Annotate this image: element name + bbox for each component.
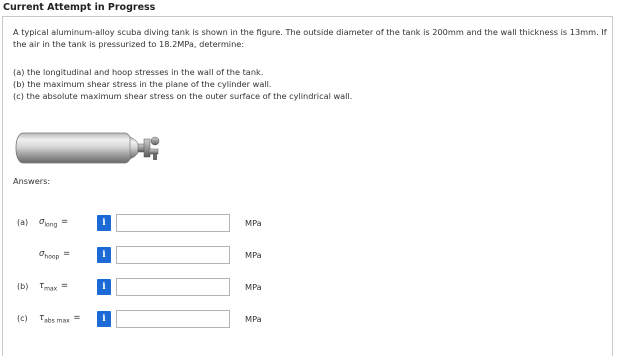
- tau-abs-max-input[interactable]: [116, 310, 230, 328]
- answer-row-sigma-hoop: [3, 245, 614, 267]
- question-panel: [2, 16, 613, 356]
- sigma-hoop-symbol: $\sigma_{hoop}$ =: [39, 249, 71, 261]
- answer-row-tau-max: [3, 277, 614, 299]
- unit-label: MPa: [245, 282, 262, 292]
- attempt-status-header: Current Attempt in Progress: [3, 2, 156, 13]
- sigma-hoop-input[interactable]: [116, 246, 230, 264]
- problem-statement: A typical aluminum-alloy scuba diving tank is shown in the figure. The outside diameter of the tank is 200mm and the wall thickness is 13mm. If the air in the tank is pressurized to 18.2MPa, determine:: [13, 27, 607, 49]
- answer-row-tau-abs-max: [3, 309, 614, 331]
- info-icon[interactable]: i: [97, 279, 111, 295]
- part-label: (a): [17, 218, 29, 227]
- info-icon[interactable]: i: [97, 215, 111, 231]
- info-icon[interactable]: i: [97, 311, 111, 327]
- scuba-tank-figure: [15, 129, 167, 167]
- part-label: (c): [17, 314, 28, 323]
- unit-label: MPa: [245, 218, 262, 228]
- problem-parts-list: [13, 66, 609, 102]
- tau-abs-max-symbol: $\tau_{abs max}$ =: [39, 313, 81, 325]
- answer-row-sigma-long: [3, 213, 614, 235]
- unit-label: MPa: [245, 250, 262, 260]
- answers-label: Answers:: [13, 176, 51, 186]
- problem-part-a: (a) the longitudinal and hoop stresses in the wall of the tank.: [13, 67, 264, 77]
- tau-max-symbol: $\tau_{max}$ =: [39, 281, 69, 293]
- tau-max-input[interactable]: [116, 278, 230, 296]
- part-label: (b): [17, 282, 29, 291]
- info-icon[interactable]: i: [97, 247, 111, 263]
- problem-part-c: (c) the absolute maximum shear stress on the outer surface of the cylindrical wall.: [13, 91, 353, 101]
- unit-label: MPa: [245, 314, 262, 324]
- sigma-long-input[interactable]: [116, 214, 230, 232]
- problem-part-b: (b) the maximum shear stress in the plane of the cylinder wall.: [13, 79, 272, 89]
- sigma-long-symbol: $\sigma_{long}$ =: [39, 217, 69, 229]
